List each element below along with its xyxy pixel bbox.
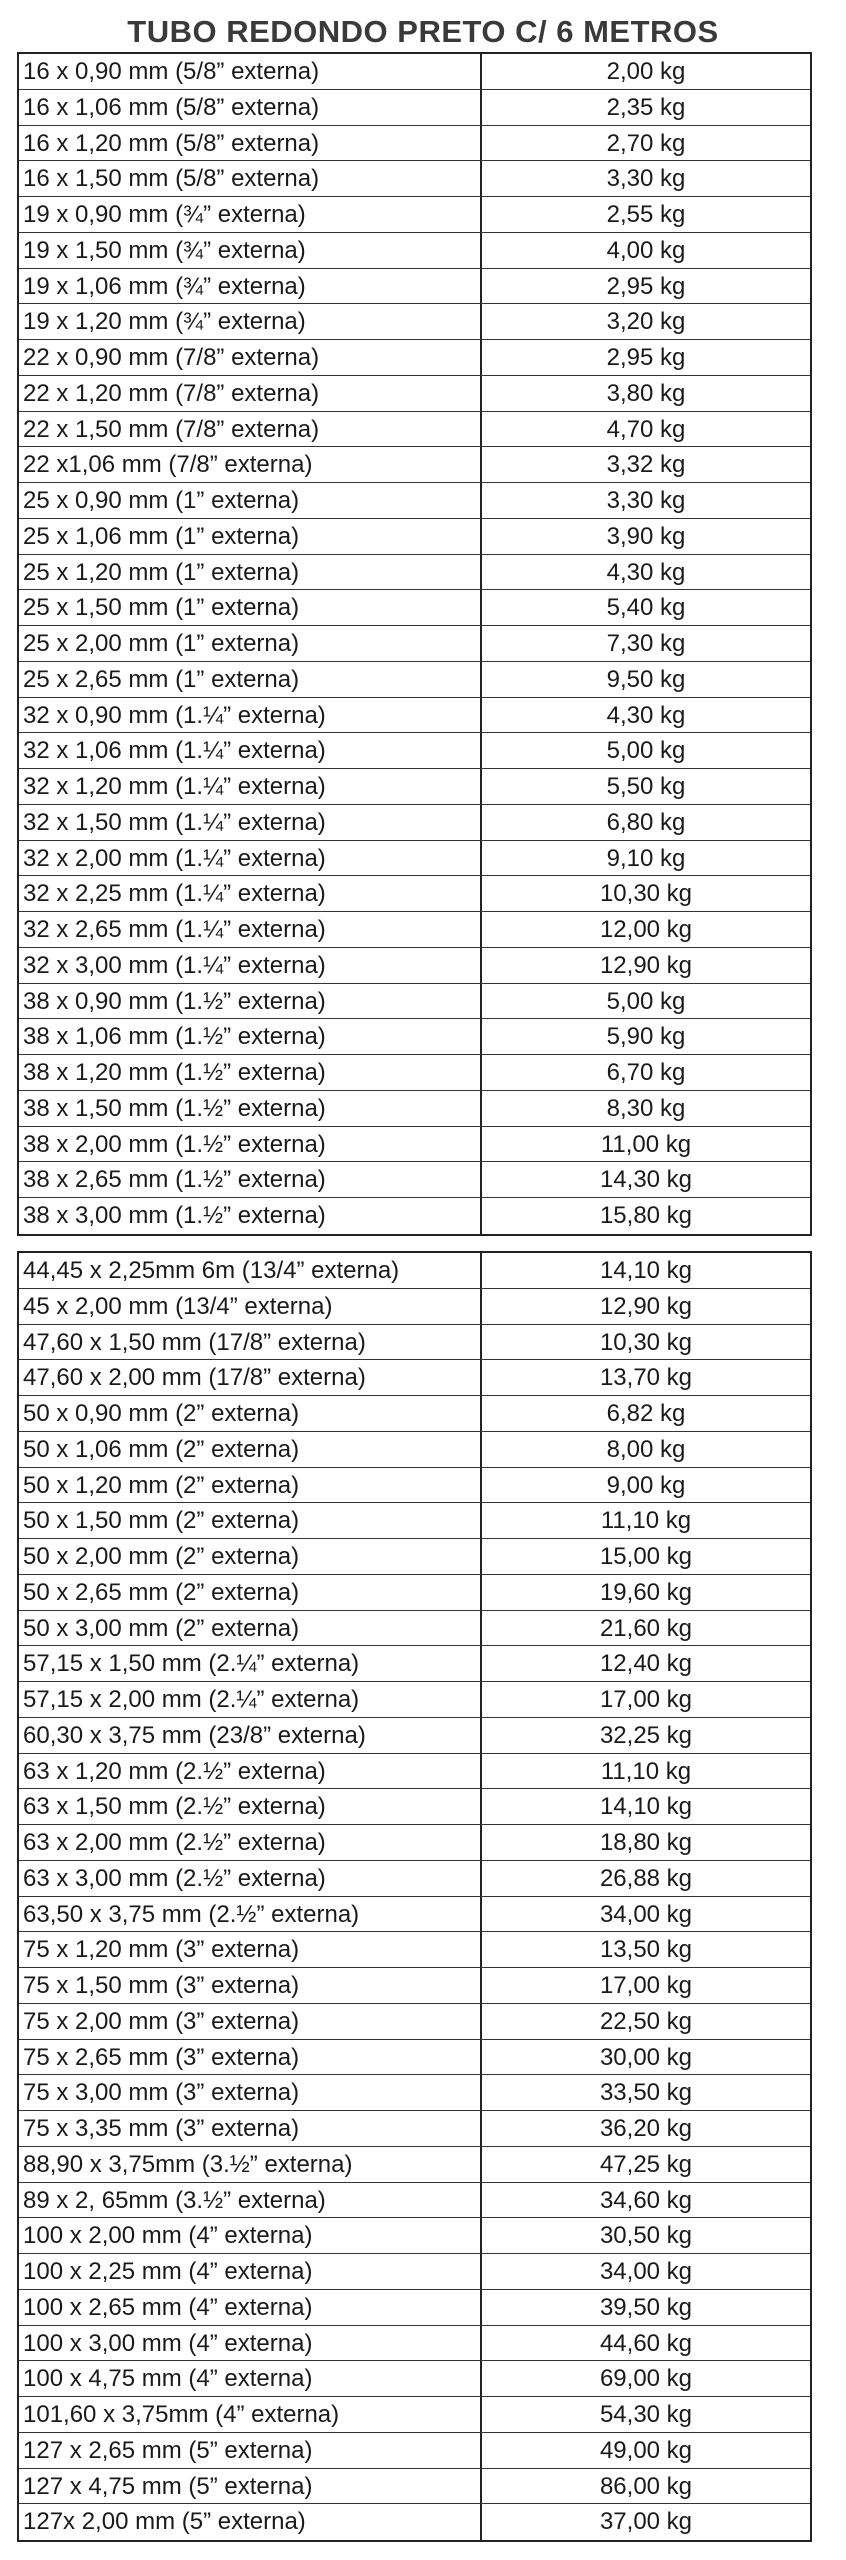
pipe-dimension-cell: 22 x 1,20 mm (7/8” externa)	[19, 376, 482, 411]
pipe-weight-cell: 47,25 kg	[599, 2150, 693, 2178]
pipe-dimension-cell: 89 x 2, 65mm (3.½” externa)	[19, 2183, 482, 2218]
pipe-dimension-cell: 19 x 1,06 mm (¾” externa)	[19, 269, 482, 304]
pipe-dimension-cell: 25 x 1,20 mm (1” externa)	[19, 555, 482, 590]
pipe-dimension-cell: 88,90 x 3,75mm (3.½” externa)	[19, 2147, 482, 2182]
pipe-dimension-cell: 50 x 3,00 mm (2” externa)	[19, 1611, 482, 1646]
pipe-weight-cell: 4,70 kg	[606, 415, 686, 443]
pipe-weight-cell: 36,20 kg	[599, 2115, 693, 2142]
table-row	[19, 126, 810, 162]
table-row	[19, 2290, 810, 2326]
pipe-dimension-cell: 57,15 x 1,50 mm (2.¼” externa)	[19, 1646, 482, 1681]
table-row	[19, 1396, 810, 1432]
pipe-dimension-cell: 75 x 3,35 mm (3” externa)	[19, 2111, 482, 2146]
pipe-dimension-cell: 32 x 1,50 mm (1.¼” externa)	[19, 805, 482, 840]
pipe-weight-cell: 14,10 kg	[599, 1257, 693, 1284]
pipe-dimension-cell: 63 x 2,00 mm (2.½” externa)	[19, 1825, 482, 1860]
pipe-weight-cell: 4,30 kg	[606, 701, 686, 729]
pipe-weight-cell: 4,30 kg	[606, 558, 686, 586]
pipe-weight-cell: 2,35 kg	[606, 93, 686, 121]
pipe-dimension-cell: 50 x 2,00 mm (2” externa)	[19, 1539, 482, 1574]
table-row	[19, 2075, 810, 2111]
table-row	[19, 662, 810, 698]
pipe-dimension-cell: 44,45 x 2,25mm 6m (13/4” externa)	[19, 1253, 482, 1288]
pipe-dimension-cell: 50 x 2,65 mm (2” externa)	[19, 1575, 482, 1610]
pipe-weight-cell: 86,00 kg	[599, 2472, 693, 2500]
pipe-dimension-cell: 16 x 0,90 mm (5/8” externa)	[19, 54, 482, 89]
pipe-weight-cell: 9,50 kg	[606, 665, 686, 693]
pipe-dimension-cell: 100 x 2,25 mm (4” externa)	[19, 2254, 482, 2289]
table-row	[19, 1932, 810, 1968]
table-row	[19, 1253, 810, 1289]
table-row	[19, 1289, 810, 1325]
pipe-dimension-cell: 60,30 x 3,75 mm (23/8” externa)	[19, 1718, 482, 1753]
pipe-weight-cell: 44,60 kg	[599, 2329, 693, 2357]
pipe-weight-cell: 30,00 kg	[599, 2043, 693, 2071]
pipe-weight-cell: 10,30 kg	[599, 1328, 693, 1356]
pipe-dimension-cell: 32 x 1,06 mm (1.¼” externa)	[19, 733, 482, 768]
pipe-dimension-cell: 57,15 x 2,00 mm (2.¼” externa)	[19, 1682, 482, 1717]
pipe-weight-cell: 11,10 kg	[600, 1507, 692, 1535]
pipe-dimension-cell: 63 x 3,00 mm (2.½” externa)	[19, 1861, 482, 1896]
pipe-weight-cell: 2,95 kg	[606, 344, 686, 371]
pipe-weight-cell: 11,00 kg	[600, 1130, 692, 1158]
pipe-dimension-cell: 32 x 2,00 mm (1.¼” externa)	[19, 841, 482, 876]
table-row	[19, 2504, 810, 2540]
pipe-weight-cell: 34,00 kg	[599, 1900, 693, 1928]
pipe-weight-cell: 12,40 kg	[599, 1650, 693, 1678]
table-row	[19, 626, 810, 662]
pipe-weight-cell: 2,55 kg	[606, 201, 686, 228]
table-row	[19, 733, 810, 769]
pipe-weight-cell: 12,00 kg	[599, 916, 693, 943]
pipe-dimension-cell: 38 x 2,65 mm (1.½” externa)	[19, 1162, 482, 1197]
pipe-weight-cell: 34,60 kg	[599, 2186, 693, 2214]
pipe-weight-cell: 3,30 kg	[606, 165, 686, 193]
pipe-dimension-cell: 47,60 x 2,00 mm (17/8” externa)	[19, 1360, 482, 1395]
pipe-dimension-cell: 127 x 4,75 mm (5” externa)	[19, 2469, 482, 2504]
table-row	[19, 1019, 810, 1055]
table-row	[19, 805, 810, 841]
pipe-weight-cell: 14,10 kg	[599, 1793, 693, 1821]
pipe-dimension-cell: 63,50 x 3,75 mm (2.½” externa)	[19, 1897, 482, 1932]
pipe-weight-cell: 8,30 kg	[606, 1094, 686, 1122]
pipe-dimension-cell: 50 x 1,50 mm (2” externa)	[19, 1503, 482, 1538]
table-row	[19, 1861, 810, 1897]
pipe-weight-cell: 11,10 kg	[600, 1757, 692, 1785]
table-row	[19, 54, 810, 90]
pipe-dimension-cell: 100 x 2,65 mm (4” externa)	[19, 2290, 482, 2325]
pipe-weight-cell: 3,20 kg	[606, 308, 686, 336]
pipe-weight-cell: 49,00 kg	[599, 2436, 693, 2464]
pipe-dimension-cell: 16 x 1,50 mm (5/8” externa)	[19, 161, 482, 196]
pipe-weight-cell: 12,90 kg	[599, 951, 693, 979]
pipe-dimension-cell: 32 x 3,00 mm (1.¼” externa)	[19, 948, 482, 983]
table-row	[19, 412, 810, 448]
pipe-table-part-2	[17, 1251, 812, 2542]
pipe-dimension-cell: 38 x 1,20 mm (1.½” externa)	[19, 1055, 482, 1090]
pipe-weight-cell: 12,90 kg	[599, 1292, 693, 1320]
table-row	[19, 769, 810, 805]
pipe-weight-cell: 5,40 kg	[606, 594, 686, 622]
table-row	[19, 1468, 810, 1504]
pipe-weight-cell: 14,30 kg	[599, 1166, 693, 1194]
table-row	[19, 1162, 810, 1198]
table-row	[19, 161, 810, 197]
table-row	[19, 2004, 810, 2040]
pipe-dimension-cell: 19 x 0,90 mm (¾” externa)	[19, 197, 482, 232]
pipe-dimension-cell: 32 x 2,65 mm (1.¼” externa)	[19, 912, 482, 947]
pipe-dimension-cell: 22 x 0,90 mm (7/8” externa)	[19, 340, 482, 375]
pipe-dimension-cell: 100 x 4,75 mm (4” externa)	[19, 2361, 482, 2396]
pipe-weight-cell: 3,30 kg	[606, 487, 686, 514]
pipe-dimension-cell: 75 x 1,50 mm (3” externa)	[19, 1968, 482, 2003]
table-row	[19, 197, 810, 233]
pipe-dimension-cell: 25 x 1,50 mm (1” externa)	[19, 590, 482, 625]
table-row	[19, 447, 810, 483]
pipe-weight-cell: 8,00 kg	[606, 1435, 686, 1463]
pipe-weight-cell: 5,00 kg	[606, 737, 686, 765]
pipe-dimension-cell: 32 x 2,25 mm (1.¼” externa)	[19, 876, 482, 911]
pipe-dimension-cell: 32 x 1,20 mm (1.¼” externa)	[19, 769, 482, 804]
pipe-dimension-cell: 100 x 3,00 mm (4” externa)	[19, 2326, 482, 2361]
table-row	[19, 2469, 810, 2505]
pipe-weight-cell: 4,00 kg	[606, 236, 686, 264]
pipe-table-part-1	[17, 52, 812, 1236]
table-row	[19, 1055, 810, 1091]
table-row	[19, 2111, 810, 2147]
pipe-dimension-cell: 50 x 1,06 mm (2” externa)	[19, 1432, 482, 1467]
pipe-weight-cell: 18,80 kg	[599, 1829, 693, 1856]
pipe-weight-cell: 6,82 kg	[606, 1400, 686, 1427]
table-row	[19, 2040, 810, 2076]
pipe-dimension-cell: 45 x 2,00 mm (13/4” externa)	[19, 1289, 482, 1324]
table-row	[19, 1897, 810, 1933]
pipe-dimension-cell: 75 x 3,00 mm (3” externa)	[19, 2075, 482, 2110]
pipe-dimension-cell: 16 x 1,20 mm (5/8” externa)	[19, 126, 482, 161]
table-row	[19, 304, 810, 340]
pipe-weight-cell: 5,90 kg	[606, 1023, 686, 1051]
pipe-weight-cell: 69,00 kg	[599, 2365, 693, 2393]
table-row	[19, 340, 810, 376]
pipe-weight-cell: 26,88 kg	[599, 1864, 693, 1892]
pipe-dimension-cell: 100 x 2,00 mm (4” externa)	[19, 2218, 482, 2253]
pipe-dimension-cell: 127x 2,00 mm (5” externa)	[19, 2504, 482, 2540]
pipe-weight-cell: 2,95 kg	[606, 272, 686, 300]
pipe-weight-cell: 9,00 kg	[606, 1471, 686, 1499]
table-row	[19, 841, 810, 877]
pipe-weight-cell: 3,32 kg	[606, 451, 686, 479]
pipe-dimension-cell: 25 x 1,06 mm (1” externa)	[19, 519, 482, 554]
table-row	[19, 1611, 810, 1647]
pipe-dimension-cell: 32 x 0,90 mm (1.¼” externa)	[19, 698, 482, 733]
table-row	[19, 1091, 810, 1127]
table-row	[19, 90, 810, 126]
pipe-weight-cell: 3,80 kg	[606, 379, 686, 407]
pipe-dimension-cell: 75 x 2,65 mm (3” externa)	[19, 2040, 482, 2075]
pipe-weight-cell: 39,50 kg	[599, 2293, 693, 2321]
pipe-dimension-cell: 101,60 x 3,75mm (4” externa)	[19, 2397, 482, 2432]
table-row	[19, 1432, 810, 1468]
table-row	[19, 1968, 810, 2004]
table-row	[19, 1754, 810, 1790]
pipe-dimension-cell: 50 x 1,20 mm (2” externa)	[19, 1468, 482, 1503]
pipe-dimension-cell: 63 x 1,20 mm (2.½” externa)	[19, 1754, 482, 1789]
table-row	[19, 2183, 810, 2219]
pipe-dimension-cell: 63 x 1,50 mm (2.½” externa)	[19, 1789, 482, 1824]
pipe-weight-cell: 33,50 kg	[599, 2079, 693, 2107]
table-row	[19, 2361, 810, 2397]
table-row	[19, 376, 810, 412]
pipe-weight-cell: 19,60 kg	[599, 1578, 693, 1606]
pipe-weight-cell: 7,30 kg	[606, 630, 686, 657]
table-row	[19, 1575, 810, 1611]
pipe-dimension-cell: 38 x 2,00 mm (1.½” externa)	[19, 1127, 482, 1162]
table-row	[19, 233, 810, 269]
table-row	[19, 590, 810, 626]
pipe-weight-cell: 17,00 kg	[599, 1972, 693, 1999]
table-row	[19, 2326, 810, 2362]
pipe-weight-cell: 15,00 kg	[599, 1543, 693, 1570]
pipe-weight-cell: 2,00 kg	[606, 58, 686, 85]
table-row	[19, 1503, 810, 1539]
pipe-weight-cell: 21,60 kg	[599, 1614, 693, 1642]
pipe-weight-cell: 10,30 kg	[599, 880, 693, 908]
pipe-weight-cell: 6,80 kg	[606, 808, 686, 836]
table-row	[19, 948, 810, 984]
pipe-dimension-cell: 25 x 2,65 mm (1” externa)	[19, 662, 482, 697]
pipe-weight-cell: 30,50 kg	[599, 2222, 693, 2250]
table-row	[19, 2397, 810, 2433]
pipe-dimension-cell: 19 x 1,50 mm (¾” externa)	[19, 233, 482, 268]
table-row	[19, 698, 810, 734]
pipe-weight-cell: 6,70 kg	[606, 1059, 686, 1086]
table-row	[19, 1825, 810, 1861]
pipe-dimension-cell: 38 x 1,50 mm (1.½” externa)	[19, 1091, 482, 1126]
pipe-dimension-cell: 127 x 2,65 mm (5” externa)	[19, 2433, 482, 2468]
table-row	[19, 1198, 810, 1234]
table-row	[19, 483, 810, 519]
pipe-dimension-cell: 75 x 1,20 mm (3” externa)	[19, 1932, 482, 1967]
pipe-dimension-cell: 25 x 2,00 mm (1” externa)	[19, 626, 482, 661]
pipe-dimension-cell: 19 x 1,20 mm (¾” externa)	[19, 304, 482, 339]
pipe-weight-cell: 22,50 kg	[599, 2007, 693, 2035]
table-row	[19, 1718, 810, 1754]
page-title: TUBO REDONDO PRETO C/ 6 METROS	[127, 14, 719, 49]
table-row	[19, 1539, 810, 1575]
pipe-dimension-cell: 75 x 2,00 mm (3” externa)	[19, 2004, 482, 2039]
pipe-dimension-cell: 50 x 0,90 mm (2” externa)	[19, 1396, 482, 1431]
pipe-weight-cell: 2,70 kg	[606, 129, 686, 157]
pipe-weight-cell: 54,30 kg	[599, 2401, 693, 2428]
table-row	[19, 2147, 810, 2183]
pipe-dimension-cell: 16 x 1,06 mm (5/8” externa)	[19, 90, 482, 125]
table-row	[19, 1325, 810, 1361]
pipe-weight-cell: 13,50 kg	[599, 1936, 693, 1964]
pipe-dimension-cell: 38 x 3,00 mm (1.½” externa)	[19, 1198, 482, 1234]
pipe-weight-cell: 34,00 kg	[599, 2258, 693, 2285]
pipe-dimension-cell: 47,60 x 1,50 mm (17/8” externa)	[19, 1325, 482, 1360]
pipe-dimension-cell: 22 x1,06 mm (7/8” externa)	[19, 447, 482, 482]
pipe-weight-cell: 5,00 kg	[606, 987, 686, 1015]
pipe-weight-cell: 32,25 kg	[599, 1721, 693, 1749]
table-row	[19, 555, 810, 591]
pipe-dimension-cell: 22 x 1,50 mm (7/8” externa)	[19, 412, 482, 447]
table-row	[19, 1360, 810, 1396]
pipe-dimension-cell: 25 x 0,90 mm (1” externa)	[19, 483, 482, 518]
pipe-weight-cell: 17,00 kg	[599, 1686, 693, 1713]
table-row	[19, 1127, 810, 1163]
table-row	[19, 269, 810, 305]
pipe-weight-cell: 9,10 kg	[606, 844, 686, 872]
pipe-weight-cell: 5,50 kg	[606, 773, 686, 800]
pipe-weight-cell: 15,80 kg	[599, 1202, 693, 1229]
pipe-weight-cell: 13,70 kg	[599, 1364, 693, 1392]
table-row	[19, 519, 810, 555]
table-row	[19, 912, 810, 948]
pipe-weight-cell: 37,00 kg	[599, 2508, 693, 2536]
pipe-dimension-cell: 38 x 0,90 mm (1.½” externa)	[19, 984, 482, 1019]
table-row	[19, 2218, 810, 2254]
table-row	[19, 2254, 810, 2290]
table-row	[19, 1789, 810, 1825]
pipe-weight-cell: 3,90 kg	[606, 522, 686, 550]
table-row	[19, 2433, 810, 2469]
table-row	[19, 1682, 810, 1718]
table-row	[19, 984, 810, 1020]
pipe-dimension-cell: 38 x 1,06 mm (1.½” externa)	[19, 1019, 482, 1054]
table-row	[19, 1646, 810, 1682]
table-row	[19, 876, 810, 912]
